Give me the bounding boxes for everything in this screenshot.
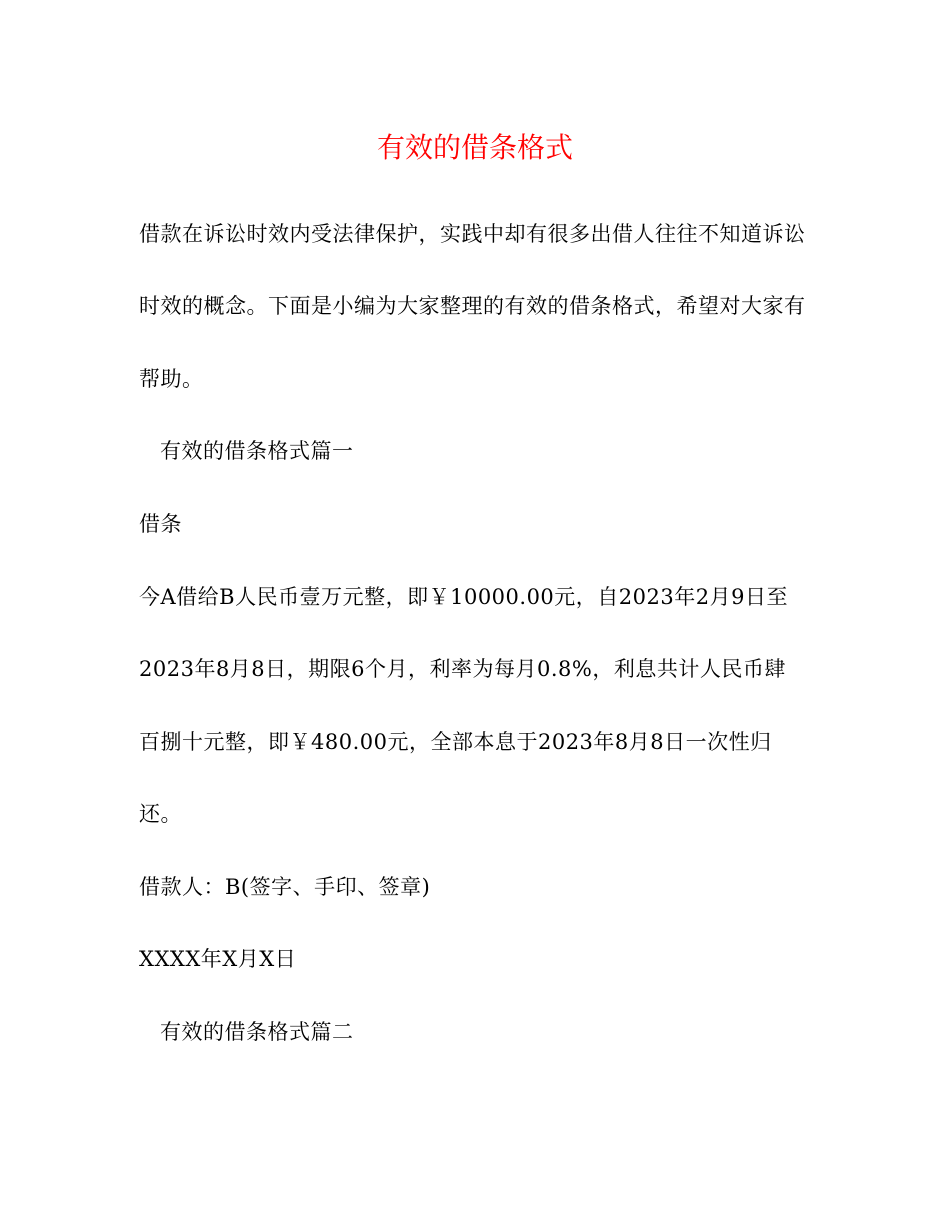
section-heading-2: 有效的借条格式篇二 (160, 1020, 354, 1044)
borrower-line: 借款人：B(签字、手印、签章) (139, 875, 431, 899)
date-line: XXXX年X月X日 (139, 947, 297, 971)
section-heading-1: 有效的借条格式篇一 (160, 439, 354, 463)
note-body-line-2: 2023年8月8日，期限6个月，利率为每月0.8%，利息共计人民币肆 (139, 657, 786, 681)
note-body-line-4: 还。 (139, 802, 182, 826)
note-body-line-3: 百捌十元整，即￥480.00元，全部本息于2023年8月8日一次性归 (139, 730, 772, 754)
note-body-line-1: 今A借给B人民币壹万元整，即￥10000.00元，自2023年2月9日至 (139, 585, 788, 609)
intro-line-3: 帮助。 (139, 367, 204, 391)
document-title: 有效的借条格式 (376, 131, 573, 164)
note-title: 借条 (139, 512, 182, 536)
intro-line-2: 时效的概念。下面是小编为大家整理的有效的借条格式，希望对大家有 (139, 294, 806, 318)
intro-line-1: 借款在诉讼时效内受法律保护，实践中却有很多出借人往往不知道诉讼 (139, 222, 806, 246)
